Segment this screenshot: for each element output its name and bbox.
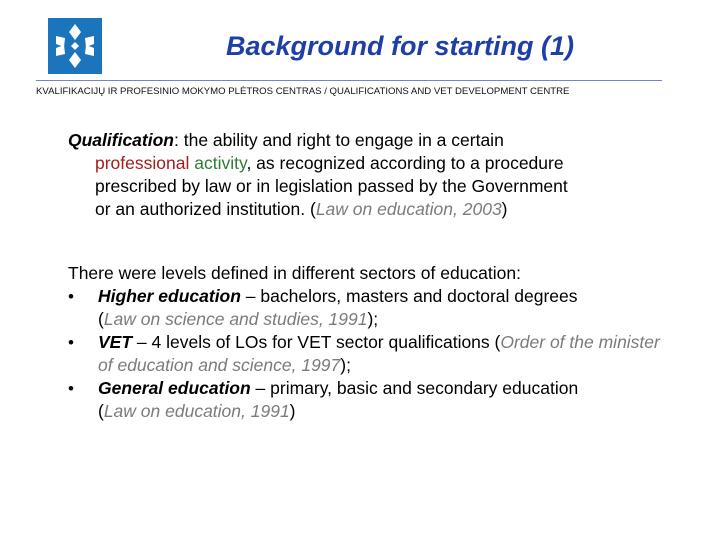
level-open: ( xyxy=(98,309,104,329)
level-close: ); xyxy=(367,309,379,329)
definition-close: ) xyxy=(501,199,508,219)
word-activity: activity xyxy=(194,153,247,173)
list-item xyxy=(68,377,678,423)
definition-lead: the ability and right to engage in a certain xyxy=(178,130,504,150)
level-close: ); xyxy=(340,355,351,375)
level-reference: Law on science and studies, 1991 xyxy=(103,309,368,329)
level-text: – 4 levels of LOs for VET sector qualifications ( xyxy=(132,332,501,352)
definition-line-3: prescribed by law or in legislation passed by the Government xyxy=(95,176,568,196)
levels-list xyxy=(68,285,678,423)
levels-intro: There were levels defined in different sectors of education: xyxy=(68,263,521,283)
level-term: VET xyxy=(98,332,133,352)
level-text: – primary, basic and secondary education xyxy=(250,378,579,398)
level-close: ) xyxy=(289,401,296,421)
list-item xyxy=(68,285,678,331)
level-open: ( xyxy=(98,401,104,421)
definition-line-4-text: or an authorized institution. ( xyxy=(95,199,316,219)
bullet-icon: • xyxy=(68,287,74,306)
list-item xyxy=(68,331,678,377)
level-term: Higher education xyxy=(98,286,241,306)
organization-name: KVALIFIKACIJŲ IR PROFESINIO MOKYMO PLĖTROS CENTRAS / QUALIFICATIONS AND VET DEVELOPMENT CENTRE xyxy=(36,86,570,97)
definition-line-2-rest: , as recognized according to a procedure xyxy=(246,153,564,173)
bullet-icon: • xyxy=(68,333,74,352)
definition-term: Qualification xyxy=(68,130,174,150)
level-text: – bachelors, masters and doctoral degrees xyxy=(240,286,578,306)
organization-logo-icon xyxy=(48,18,102,74)
header-divider xyxy=(36,80,662,81)
level-reference: Order of the minister of education and science, 1997 xyxy=(98,332,660,375)
definition-line-4 xyxy=(68,198,678,221)
qualification-definition xyxy=(68,129,678,221)
education-levels xyxy=(68,262,678,423)
word-professional: professional xyxy=(95,153,190,173)
definition-colon: : xyxy=(173,130,179,150)
level-reference: Law on education, 1991 xyxy=(103,401,290,421)
level-term: General education xyxy=(98,378,251,398)
bullet-icon: • xyxy=(68,379,74,398)
slide-title: Background for starting (1) xyxy=(225,31,575,61)
definition-line-2 xyxy=(68,152,678,175)
definition-reference: Law on education, 2003 xyxy=(315,199,502,219)
